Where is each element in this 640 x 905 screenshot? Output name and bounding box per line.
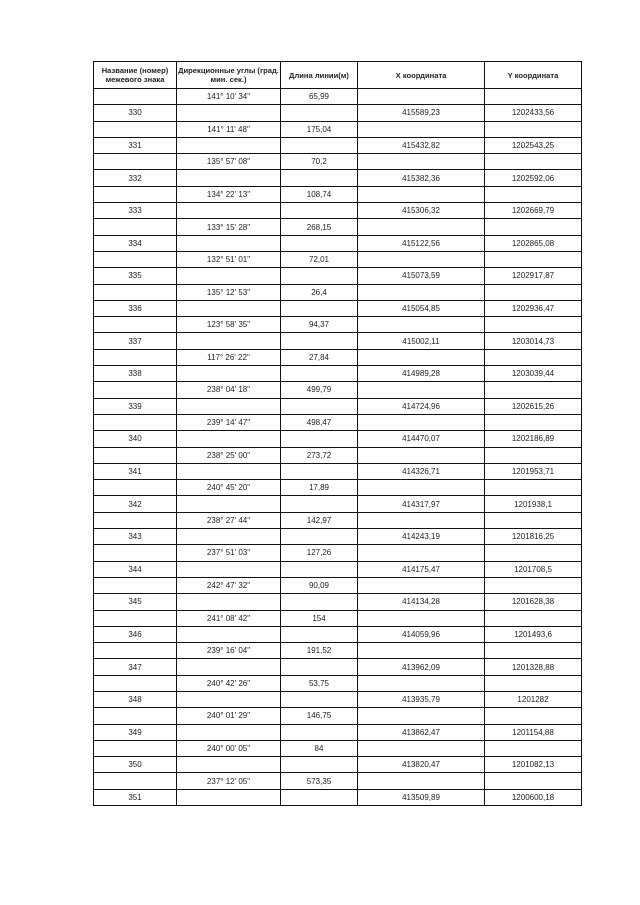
line-length-cell: 268,15: [281, 219, 358, 235]
line-length-cell: 175,04: [281, 121, 358, 137]
empty-cell: [485, 219, 582, 235]
direction-angle-cell: 241° 08' 42": [177, 610, 281, 626]
segment-row: [94, 447, 582, 463]
empty-cell: [358, 773, 485, 789]
empty-cell: [358, 740, 485, 756]
x-coordinate-cell: 415382,36: [358, 170, 485, 186]
empty-cell: [281, 137, 358, 153]
boundary-mark-name-cell: 347: [94, 659, 177, 675]
empty-cell: [94, 317, 177, 333]
boundary-mark-name-cell: 340: [94, 431, 177, 447]
boundary-mark-name-cell: 330: [94, 105, 177, 121]
empty-cell: [177, 659, 281, 675]
direction-angle-cell: 123° 58' 35": [177, 317, 281, 333]
empty-cell: [358, 447, 485, 463]
x-coordinate-cell: 415432,82: [358, 137, 485, 153]
y-coordinate-cell: 1201938,1: [485, 496, 582, 512]
empty-cell: [358, 89, 485, 105]
empty-cell: [94, 349, 177, 365]
empty-cell: [281, 561, 358, 577]
empty-cell: [281, 789, 358, 805]
direction-angle-cell: 238° 04' 18": [177, 382, 281, 398]
direction-angle-cell: 237° 12' 05": [177, 773, 281, 789]
boundary-mark-name-cell: 348: [94, 691, 177, 707]
point-row: [94, 268, 582, 284]
segment-row: [94, 349, 582, 365]
empty-cell: [358, 675, 485, 691]
segment-row: [94, 154, 582, 170]
x-coordinate-cell: 414243,19: [358, 529, 485, 545]
point-row: [94, 561, 582, 577]
empty-cell: [358, 512, 485, 528]
y-coordinate-cell: 1201628,38: [485, 594, 582, 610]
empty-cell: [94, 154, 177, 170]
segment-row: [94, 512, 582, 528]
x-coordinate-cell: 414059,96: [358, 626, 485, 642]
header-x: X координата: [358, 62, 485, 89]
empty-cell: [485, 545, 582, 561]
line-length-cell: 142,97: [281, 512, 358, 528]
empty-cell: [177, 300, 281, 316]
empty-cell: [177, 235, 281, 251]
y-coordinate-cell: 1201816,25: [485, 529, 582, 545]
empty-cell: [94, 643, 177, 659]
y-coordinate-cell: 1202917,87: [485, 268, 582, 284]
point-row: [94, 366, 582, 382]
line-length-cell: 65,99: [281, 89, 358, 105]
y-coordinate-cell: 1201282: [485, 691, 582, 707]
line-length-cell: 191,52: [281, 643, 358, 659]
y-coordinate-cell: 1202936,47: [485, 300, 582, 316]
line-length-cell: 70,2: [281, 154, 358, 170]
point-row: [94, 137, 582, 153]
y-coordinate-cell: 1201708,5: [485, 561, 582, 577]
boundary-mark-name-cell: 338: [94, 366, 177, 382]
empty-cell: [177, 431, 281, 447]
empty-cell: [281, 691, 358, 707]
empty-cell: [485, 447, 582, 463]
direction-angle-cell: 238° 27' 44": [177, 512, 281, 528]
empty-cell: [94, 219, 177, 235]
point-row: [94, 757, 582, 773]
segment-row: [94, 121, 582, 137]
line-length-cell: 273,72: [281, 447, 358, 463]
point-row: [94, 170, 582, 186]
empty-cell: [94, 480, 177, 496]
empty-cell: [281, 235, 358, 251]
line-length-cell: 154: [281, 610, 358, 626]
empty-cell: [94, 773, 177, 789]
empty-cell: [281, 431, 358, 447]
direction-angle-cell: 134° 22' 13": [177, 186, 281, 202]
y-coordinate-cell: 1202592,06: [485, 170, 582, 186]
point-row: [94, 529, 582, 545]
empty-cell: [281, 300, 358, 316]
empty-cell: [485, 643, 582, 659]
empty-cell: [485, 382, 582, 398]
direction-angle-cell: 239° 16' 04": [177, 643, 281, 659]
point-row: [94, 724, 582, 740]
segment-row: [94, 186, 582, 202]
direction-angle-cell: 240° 42' 26": [177, 675, 281, 691]
point-row: [94, 300, 582, 316]
empty-cell: [94, 284, 177, 300]
empty-cell: [485, 708, 582, 724]
empty-cell: [358, 382, 485, 398]
segment-row: [94, 480, 582, 496]
y-coordinate-cell: 1202186,89: [485, 431, 582, 447]
empty-cell: [177, 463, 281, 479]
boundary-mark-name-cell: 335: [94, 268, 177, 284]
y-coordinate-cell: 1201082,13: [485, 757, 582, 773]
empty-cell: [281, 757, 358, 773]
line-length-cell: 53,75: [281, 675, 358, 691]
segment-row: [94, 773, 582, 789]
boundary-mark-name-cell: 334: [94, 235, 177, 251]
empty-cell: [358, 154, 485, 170]
point-row: [94, 659, 582, 675]
x-coordinate-cell: 414326,71: [358, 463, 485, 479]
header-length: Длина линии(м): [281, 62, 358, 89]
point-row: [94, 691, 582, 707]
x-coordinate-cell: 415306,32: [358, 203, 485, 219]
empty-cell: [177, 529, 281, 545]
header-y: Y координата: [485, 62, 582, 89]
direction-angle-cell: 242° 47' 32": [177, 577, 281, 593]
line-length-cell: 108,74: [281, 186, 358, 202]
line-length-cell: 90,09: [281, 577, 358, 593]
line-length-cell: 94,37: [281, 317, 358, 333]
empty-cell: [358, 349, 485, 365]
empty-cell: [281, 724, 358, 740]
direction-angle-cell: 239° 14' 47": [177, 414, 281, 430]
empty-cell: [177, 203, 281, 219]
empty-cell: [94, 512, 177, 528]
x-coordinate-cell: 413509,89: [358, 789, 485, 805]
empty-cell: [358, 708, 485, 724]
direction-angle-cell: 135° 57' 08": [177, 154, 281, 170]
point-row: [94, 203, 582, 219]
empty-cell: [94, 740, 177, 756]
empty-cell: [281, 496, 358, 512]
empty-cell: [358, 219, 485, 235]
line-length-cell: 84: [281, 740, 358, 756]
empty-cell: [281, 105, 358, 121]
empty-cell: [94, 675, 177, 691]
empty-cell: [485, 284, 582, 300]
direction-angle-cell: 238° 25' 00": [177, 447, 281, 463]
line-length-cell: 17,89: [281, 480, 358, 496]
boundary-mark-name-cell: 331: [94, 137, 177, 153]
empty-cell: [485, 610, 582, 626]
line-length-cell: 26,4: [281, 284, 358, 300]
y-coordinate-cell: 1202543,25: [485, 137, 582, 153]
y-coordinate-cell: 1201154,88: [485, 724, 582, 740]
direction-angle-cell: 240° 00' 05": [177, 740, 281, 756]
point-row: [94, 431, 582, 447]
boundary-mark-name-cell: 351: [94, 789, 177, 805]
y-coordinate-cell: 1201493,6: [485, 626, 582, 642]
empty-cell: [281, 203, 358, 219]
empty-cell: [281, 170, 358, 186]
x-coordinate-cell: 414134,28: [358, 594, 485, 610]
point-row: [94, 496, 582, 512]
empty-cell: [358, 414, 485, 430]
y-coordinate-cell: 1203039,44: [485, 366, 582, 382]
point-row: [94, 626, 582, 642]
x-coordinate-cell: 413962,09: [358, 659, 485, 675]
direction-angle-cell: 240° 45' 20": [177, 480, 281, 496]
boundary-mark-name-cell: 349: [94, 724, 177, 740]
point-row: [94, 463, 582, 479]
y-coordinate-cell: 1201328,88: [485, 659, 582, 675]
point-row: [94, 594, 582, 610]
empty-cell: [358, 121, 485, 137]
x-coordinate-cell: 414989,28: [358, 366, 485, 382]
y-coordinate-cell: 1202865,08: [485, 235, 582, 251]
y-coordinate-cell: 1202433,56: [485, 105, 582, 121]
point-row: [94, 398, 582, 414]
line-length-cell: 72,01: [281, 251, 358, 267]
segment-row: [94, 89, 582, 105]
x-coordinate-cell: 413820,47: [358, 757, 485, 773]
y-coordinate-cell: 1200600,18: [485, 789, 582, 805]
segment-row: [94, 317, 582, 333]
line-length-cell: 573,35: [281, 773, 358, 789]
empty-cell: [358, 186, 485, 202]
empty-cell: [485, 349, 582, 365]
point-row: [94, 789, 582, 805]
direction-angle-cell: 117° 26' 22": [177, 349, 281, 365]
x-coordinate-cell: 414175,47: [358, 561, 485, 577]
empty-cell: [94, 545, 177, 561]
empty-cell: [485, 317, 582, 333]
empty-cell: [485, 740, 582, 756]
empty-cell: [177, 105, 281, 121]
empty-cell: [281, 333, 358, 349]
x-coordinate-cell: 414317,97: [358, 496, 485, 512]
table-header-row: [94, 62, 582, 89]
empty-cell: [485, 480, 582, 496]
boundary-mark-name-cell: 336: [94, 300, 177, 316]
empty-cell: [485, 186, 582, 202]
line-length-cell: 146,75: [281, 708, 358, 724]
coordinates-table: [93, 61, 582, 806]
segment-row: [94, 740, 582, 756]
x-coordinate-cell: 413862,47: [358, 724, 485, 740]
segment-row: [94, 610, 582, 626]
empty-cell: [358, 480, 485, 496]
segment-row: [94, 675, 582, 691]
direction-angle-cell: 240° 01' 29": [177, 708, 281, 724]
segment-row: [94, 545, 582, 561]
boundary-mark-name-cell: 346: [94, 626, 177, 642]
line-length-cell: 499,79: [281, 382, 358, 398]
x-coordinate-cell: 413935,79: [358, 691, 485, 707]
empty-cell: [177, 691, 281, 707]
header-angle: Дирекционные углы (град. мин. сек.): [177, 62, 281, 89]
empty-cell: [177, 594, 281, 610]
empty-cell: [281, 366, 358, 382]
empty-cell: [485, 89, 582, 105]
empty-cell: [281, 594, 358, 610]
empty-cell: [94, 251, 177, 267]
empty-cell: [94, 414, 177, 430]
direction-angle-cell: 132° 51' 01": [177, 251, 281, 267]
empty-cell: [94, 121, 177, 137]
empty-cell: [177, 333, 281, 349]
y-coordinate-cell: 1201953,71: [485, 463, 582, 479]
empty-cell: [94, 382, 177, 398]
segment-row: [94, 251, 582, 267]
boundary-mark-name-cell: 345: [94, 594, 177, 610]
direction-angle-cell: 141° 10' 34": [177, 89, 281, 105]
x-coordinate-cell: 414470,07: [358, 431, 485, 447]
empty-cell: [281, 626, 358, 642]
x-coordinate-cell: 414724,96: [358, 398, 485, 414]
line-length-cell: 127,26: [281, 545, 358, 561]
direction-angle-cell: 237° 51' 03": [177, 545, 281, 561]
empty-cell: [177, 366, 281, 382]
empty-cell: [177, 398, 281, 414]
segment-row: [94, 577, 582, 593]
empty-cell: [94, 708, 177, 724]
empty-cell: [177, 626, 281, 642]
segment-row: [94, 284, 582, 300]
empty-cell: [177, 137, 281, 153]
segment-row: [94, 708, 582, 724]
header-name: Название (номер) межевого знака: [94, 62, 177, 89]
line-length-cell: 498,47: [281, 414, 358, 430]
empty-cell: [177, 789, 281, 805]
point-row: [94, 333, 582, 349]
empty-cell: [177, 724, 281, 740]
x-coordinate-cell: 415002,11: [358, 333, 485, 349]
x-coordinate-cell: 415122,56: [358, 235, 485, 251]
empty-cell: [358, 545, 485, 561]
empty-cell: [358, 577, 485, 593]
x-coordinate-cell: 415073,59: [358, 268, 485, 284]
boundary-mark-name-cell: 350: [94, 757, 177, 773]
boundary-mark-name-cell: 343: [94, 529, 177, 545]
direction-angle-cell: 135° 12' 53": [177, 284, 281, 300]
empty-cell: [94, 89, 177, 105]
empty-cell: [177, 496, 281, 512]
direction-angle-cell: 133° 15' 28": [177, 219, 281, 235]
boundary-mark-name-cell: 332: [94, 170, 177, 186]
empty-cell: [358, 317, 485, 333]
empty-cell: [358, 610, 485, 626]
table-body: [94, 89, 582, 806]
empty-cell: [281, 268, 358, 284]
point-row: [94, 235, 582, 251]
empty-cell: [281, 659, 358, 675]
segment-row: [94, 382, 582, 398]
empty-cell: [358, 251, 485, 267]
boundary-mark-name-cell: 344: [94, 561, 177, 577]
point-row: [94, 105, 582, 121]
empty-cell: [94, 610, 177, 626]
line-length-cell: 27,84: [281, 349, 358, 365]
empty-cell: [177, 757, 281, 773]
empty-cell: [281, 463, 358, 479]
boundary-mark-name-cell: 339: [94, 398, 177, 414]
boundary-mark-name-cell: 337: [94, 333, 177, 349]
segment-row: [94, 414, 582, 430]
y-coordinate-cell: 1202669,79: [485, 203, 582, 219]
y-coordinate-cell: 1202615,26: [485, 398, 582, 414]
boundary-mark-name-cell: 341: [94, 463, 177, 479]
empty-cell: [358, 643, 485, 659]
x-coordinate-cell: 415589,23: [358, 105, 485, 121]
segment-row: [94, 643, 582, 659]
empty-cell: [177, 268, 281, 284]
boundary-mark-name-cell: 333: [94, 203, 177, 219]
empty-cell: [94, 447, 177, 463]
empty-cell: [94, 577, 177, 593]
y-coordinate-cell: 1203014,73: [485, 333, 582, 349]
empty-cell: [485, 577, 582, 593]
empty-cell: [485, 414, 582, 430]
empty-cell: [281, 529, 358, 545]
empty-cell: [281, 398, 358, 414]
empty-cell: [177, 170, 281, 186]
empty-cell: [177, 561, 281, 577]
empty-cell: [485, 675, 582, 691]
empty-cell: [485, 773, 582, 789]
empty-cell: [485, 121, 582, 137]
x-coordinate-cell: 415054,85: [358, 300, 485, 316]
segment-row: [94, 219, 582, 235]
empty-cell: [485, 251, 582, 267]
boundary-mark-name-cell: 342: [94, 496, 177, 512]
empty-cell: [358, 284, 485, 300]
empty-cell: [485, 512, 582, 528]
empty-cell: [94, 186, 177, 202]
empty-cell: [485, 154, 582, 170]
direction-angle-cell: 141° 11' 48": [177, 121, 281, 137]
